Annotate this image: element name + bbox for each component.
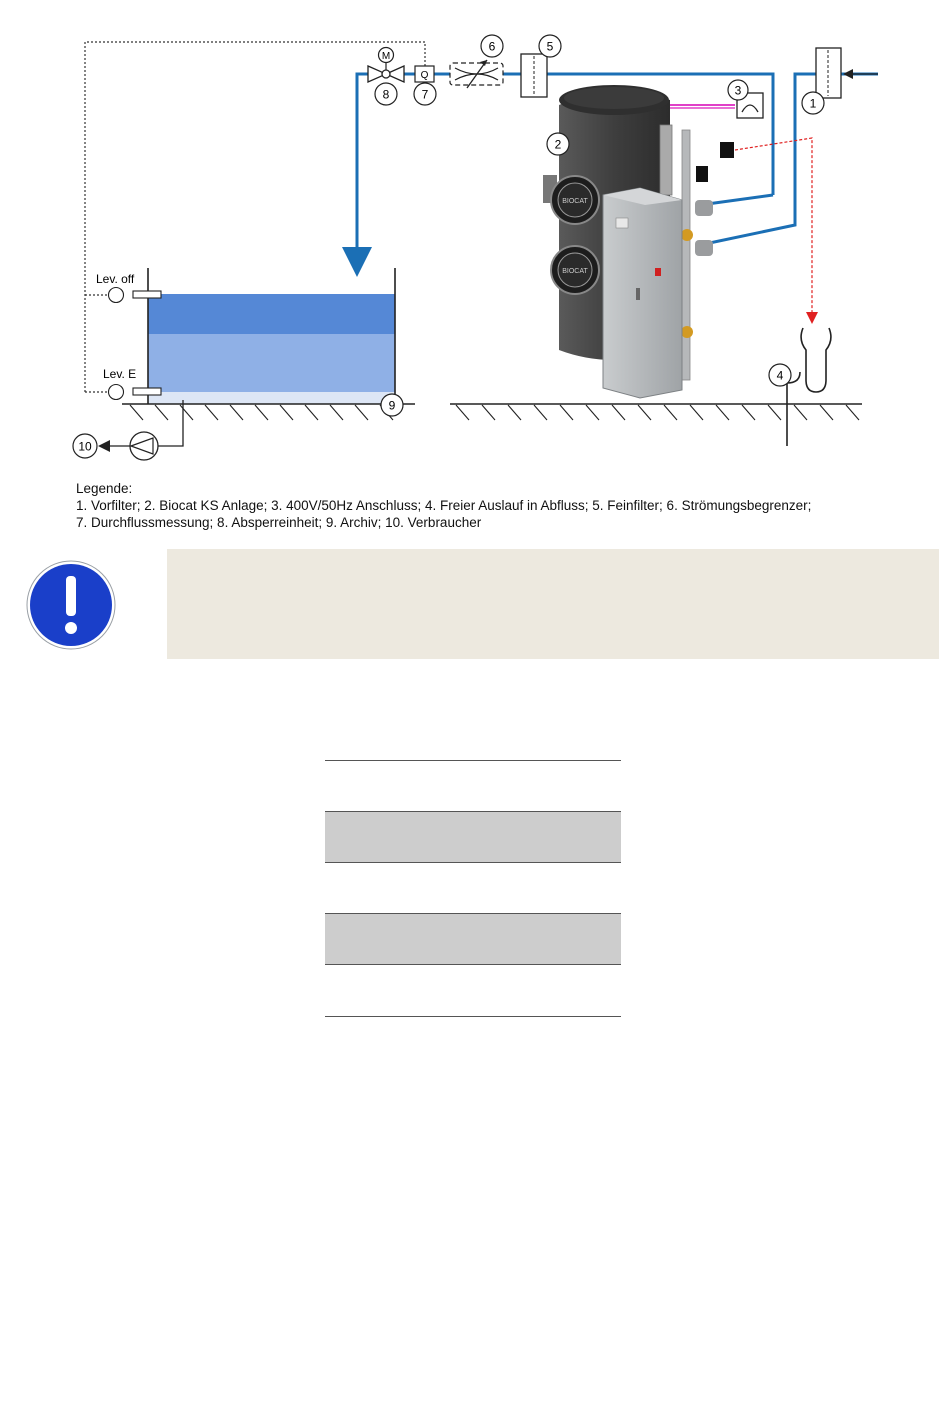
free-drain — [787, 328, 831, 446]
storage-tank — [96, 268, 395, 404]
unit-brand-text-top: BIOCAT — [562, 198, 588, 205]
callout-1 — [802, 92, 824, 114]
unit-brand-text-bottom: BIOCAT — [562, 268, 588, 275]
flow-meter — [415, 66, 434, 82]
exclamation-icon — [26, 560, 116, 650]
table-row — [325, 862, 621, 913]
svg-text:6: 6 — [488, 39, 496, 54]
shutoff-valve — [368, 48, 404, 83]
svg-text:3: 3 — [734, 83, 742, 98]
water-pipe-return — [700, 74, 878, 245]
callout-7 — [414, 83, 436, 105]
svg-text:9: 9 — [388, 398, 396, 413]
callout-8 — [375, 83, 397, 105]
callout-2 — [547, 133, 569, 155]
level-e-label: Lev. E — [103, 367, 137, 381]
svg-text:2: 2 — [554, 137, 562, 152]
callout-9 — [381, 394, 403, 416]
svg-text:8: 8 — [382, 87, 390, 102]
callout-4 — [769, 364, 791, 386]
table-row — [325, 913, 621, 964]
installation-diagram — [0, 0, 950, 470]
flow-limiter — [450, 60, 503, 88]
callout-6 — [481, 35, 503, 57]
svg-text:4: 4 — [776, 368, 784, 383]
notice-box — [167, 549, 939, 659]
table-row — [325, 811, 621, 862]
consumer-pump — [98, 400, 183, 460]
legend-heading: Legende: — [76, 481, 133, 496]
legend-line-1: 1. Vorfilter; 2. Biocat KS Anlage; 3. 400V/50Hz Anschluss; 4. Freier Auslauf in Abfluss; 5. Feinfilter; 6. Strömungsbegrenzer; — [76, 498, 812, 513]
empty-table — [325, 760, 621, 1017]
table-row — [325, 760, 621, 811]
callout-3 — [728, 80, 748, 100]
biocat-unit — [543, 85, 734, 398]
svg-text:10: 10 — [78, 439, 92, 454]
flow-meter-label: Q — [420, 70, 429, 81]
svg-text:7: 7 — [421, 87, 429, 102]
table-row — [325, 964, 621, 1017]
legend — [76, 480, 811, 531]
callout-10 — [73, 434, 97, 458]
level-off-label: Lev. off — [96, 272, 135, 286]
svg-text:5: 5 — [546, 39, 554, 54]
ground-left — [122, 404, 415, 420]
fine-filter — [521, 54, 547, 97]
svg-text:1: 1 — [809, 96, 817, 111]
valve-motor-label: M — [381, 51, 391, 62]
legend-line-2: 7. Durchflussmessung; 8. Absperreinheit; 9. Archiv; 10. Verbraucher — [76, 515, 482, 530]
callout-5 — [539, 35, 561, 57]
ground-right — [450, 404, 862, 420]
